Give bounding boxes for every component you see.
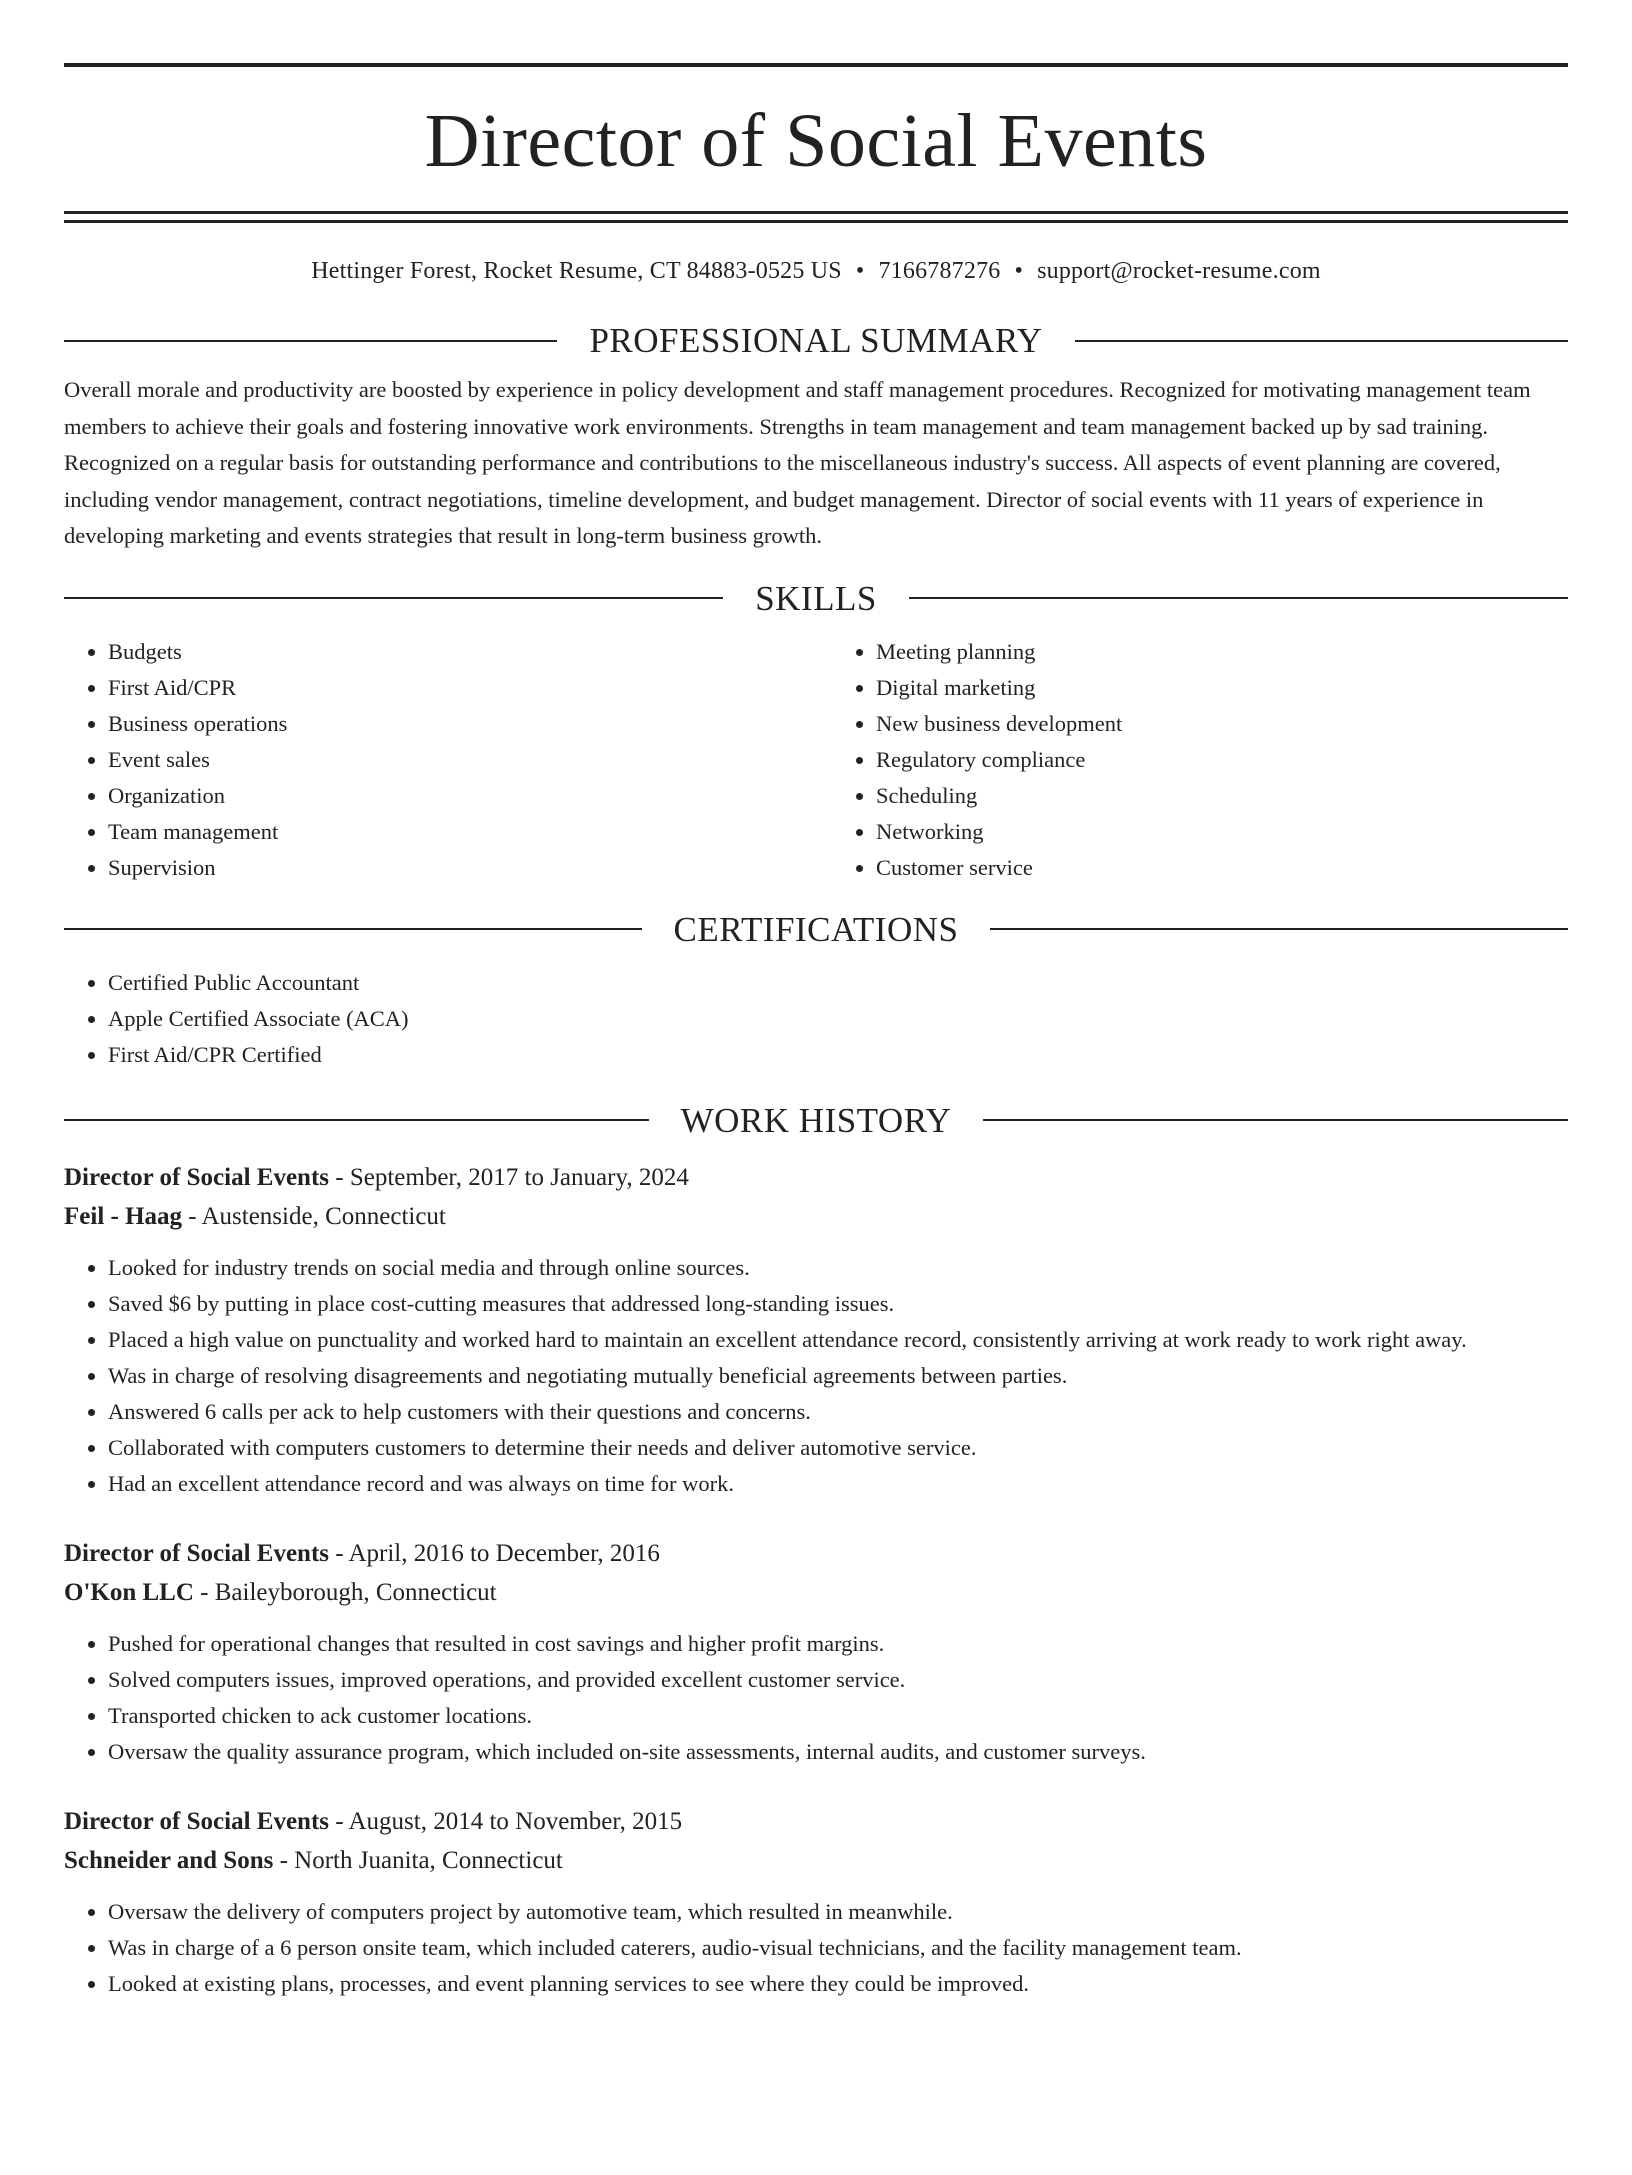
job-bullet: • Collaborated with computers customers to determine their needs and deliver automotive service. xyxy=(108,1430,1568,1466)
certification-item: • Certified Public Accountant xyxy=(108,965,1568,1001)
contact-line xyxy=(64,259,1568,283)
contact-address: Hettinger Forest, Rocket Resume, CT 84883-0525 US xyxy=(311,258,842,284)
skill-item: • Budgets xyxy=(108,634,800,670)
skill-item: • Business operations xyxy=(108,706,800,742)
section-title-certifications: CERTIFICATIONS xyxy=(673,909,959,949)
job-location: - Baileyborough, Connecticut xyxy=(193,1578,497,1606)
contact-separator: • xyxy=(1014,258,1024,284)
job-dates: - August, 2014 to November, 2015 xyxy=(329,1807,683,1835)
skills-column-left xyxy=(64,634,800,886)
job-bullet: • Solved computers issues, improved operations, and provided excellent customer service. xyxy=(108,1662,1568,1698)
certification-item: • First Aid/CPR Certified xyxy=(108,1037,1568,1073)
heading-rule xyxy=(990,928,1568,930)
section-heading-summary xyxy=(64,323,1568,358)
contact-email: support@rocket-resume.com xyxy=(1037,258,1321,284)
job-bullet: • Looked for industry trends on social media and through online sources. xyxy=(108,1250,1568,1286)
resume-page xyxy=(0,63,1632,2175)
certification-item: • Apple Certified Associate (ACA) xyxy=(108,1001,1568,1037)
job-entry xyxy=(64,1802,1568,2002)
job-bullet: • Pushed for operational changes that resulted in cost savings and higher profit margins. xyxy=(108,1626,1568,1662)
top-rule xyxy=(64,63,1568,67)
job-dates: - September, 2017 to January, 2024 xyxy=(329,1163,689,1191)
job-title: Director of Social Events xyxy=(64,1163,330,1191)
job-location: - North Juanita, Connecticut xyxy=(273,1846,563,1874)
job-location: - Austenside, Connecticut xyxy=(182,1202,446,1230)
skill-item: • Scheduling xyxy=(876,778,1568,814)
job-entry xyxy=(64,1534,1568,1770)
job-company-line xyxy=(64,1197,1568,1236)
skill-item: • Organization xyxy=(108,778,800,814)
skill-item: • Supervision xyxy=(108,850,800,886)
skill-item: • Regulatory compliance xyxy=(876,742,1568,778)
job-company: Feil - Haag xyxy=(64,1202,183,1230)
heading-rule xyxy=(64,1119,649,1121)
job-bullet: • Had an excellent attendance record and was always on time for work. xyxy=(108,1466,1568,1502)
skill-item: • Networking xyxy=(876,814,1568,850)
heading-rule xyxy=(1075,340,1568,342)
job-bullet: • Looked at existing plans, processes, and event planning services to see where they could be improved. xyxy=(108,1966,1568,2002)
skill-item: • Event sales xyxy=(108,742,800,778)
job-title-line xyxy=(64,1802,1568,1841)
section-heading-skills xyxy=(64,578,1568,618)
job-company: Schneider and Sons xyxy=(64,1846,274,1874)
section-title-skills: SKILLS xyxy=(755,578,877,618)
job-bullets xyxy=(64,1894,1568,2002)
heading-rule xyxy=(64,340,557,342)
section-heading-certifications xyxy=(64,909,1568,949)
heading-rule xyxy=(64,597,723,599)
skill-item: • Customer service xyxy=(876,850,1568,886)
heading-rule xyxy=(909,597,1568,599)
job-bullet: • Oversaw the quality assurance program, which included on-site assessments, internal audits, and customer surveys. xyxy=(108,1734,1568,1770)
summary-text: Overall morale and productivity are boosted by experience in policy development and staff management procedures. Recognized for motivating management team members to achieve their goals and fostering innovative work environments. Strengths in team management and team management backed up by sad training. Recognized on a regular basis for outstanding performance and contributions to the miscellaneous industry's success. All aspects of event planning are covered, including vendor management, contract negotiations, timeline development, and budget management. Director of social events with 11 years of experience in developing marketing and events strategies that result in long-term business growth. xyxy=(64,377,1531,548)
skill-item: • Meeting planning xyxy=(876,634,1568,670)
resume-title: Director of Social Events xyxy=(424,99,1208,183)
skill-item: • Digital marketing xyxy=(876,670,1568,706)
skill-item: • New business development xyxy=(876,706,1568,742)
job-entry xyxy=(64,1158,1568,1502)
job-bullet: • Saved $6 by putting in place cost-cutting measures that addressed long-standing issues. xyxy=(108,1286,1568,1322)
skill-item: • Team management xyxy=(108,814,800,850)
job-bullets xyxy=(64,1250,1568,1502)
job-bullet: • Answered 6 calls per ack to help customers with their questions and concerns. xyxy=(108,1394,1568,1430)
job-bullets xyxy=(64,1626,1568,1770)
certifications-list xyxy=(64,965,1568,1073)
job-title: Director of Social Events xyxy=(64,1539,330,1567)
section-heading-work-history xyxy=(64,1100,1568,1140)
job-bullet: • Transported chicken to ack customer locations. xyxy=(108,1698,1568,1734)
job-company-line xyxy=(64,1573,1568,1612)
job-bullet: • Placed a high value on punctuality and worked hard to maintain an excellent attendance record, consistently arriving at work ready to work right away. xyxy=(108,1322,1568,1358)
title-double-rule xyxy=(64,211,1568,223)
contact-phone: 7166787276 xyxy=(878,258,1001,284)
section-title-work-history: WORK HISTORY xyxy=(680,1100,952,1140)
job-title-line xyxy=(64,1158,1568,1197)
heading-rule xyxy=(64,928,642,930)
contact-separator: • xyxy=(855,258,865,284)
section-title-summary: PROFESSIONAL SUMMARY xyxy=(589,321,1043,360)
job-bullet: • Was in charge of resolving disagreements and negotiating mutually beneficial agreements between parties. xyxy=(108,1358,1568,1394)
skills-column-right xyxy=(800,634,1568,886)
job-company-line xyxy=(64,1841,1568,1880)
skills-list xyxy=(64,634,1568,886)
job-dates: - April, 2016 to December, 2016 xyxy=(329,1539,660,1567)
job-title: Director of Social Events xyxy=(64,1807,330,1835)
job-title-line xyxy=(64,1534,1568,1573)
job-company: O'Kon LLC xyxy=(64,1578,194,1606)
skill-item: • First Aid/CPR xyxy=(108,670,800,706)
heading-rule xyxy=(983,1119,1568,1121)
job-bullet: • Oversaw the delivery of computers project by automotive team, which resulted in meanwhile. xyxy=(108,1894,1568,1930)
job-bullet: • Was in charge of a 6 person onsite team, which included caterers, audio-visual technicians, and the facility management team. xyxy=(108,1930,1568,1966)
